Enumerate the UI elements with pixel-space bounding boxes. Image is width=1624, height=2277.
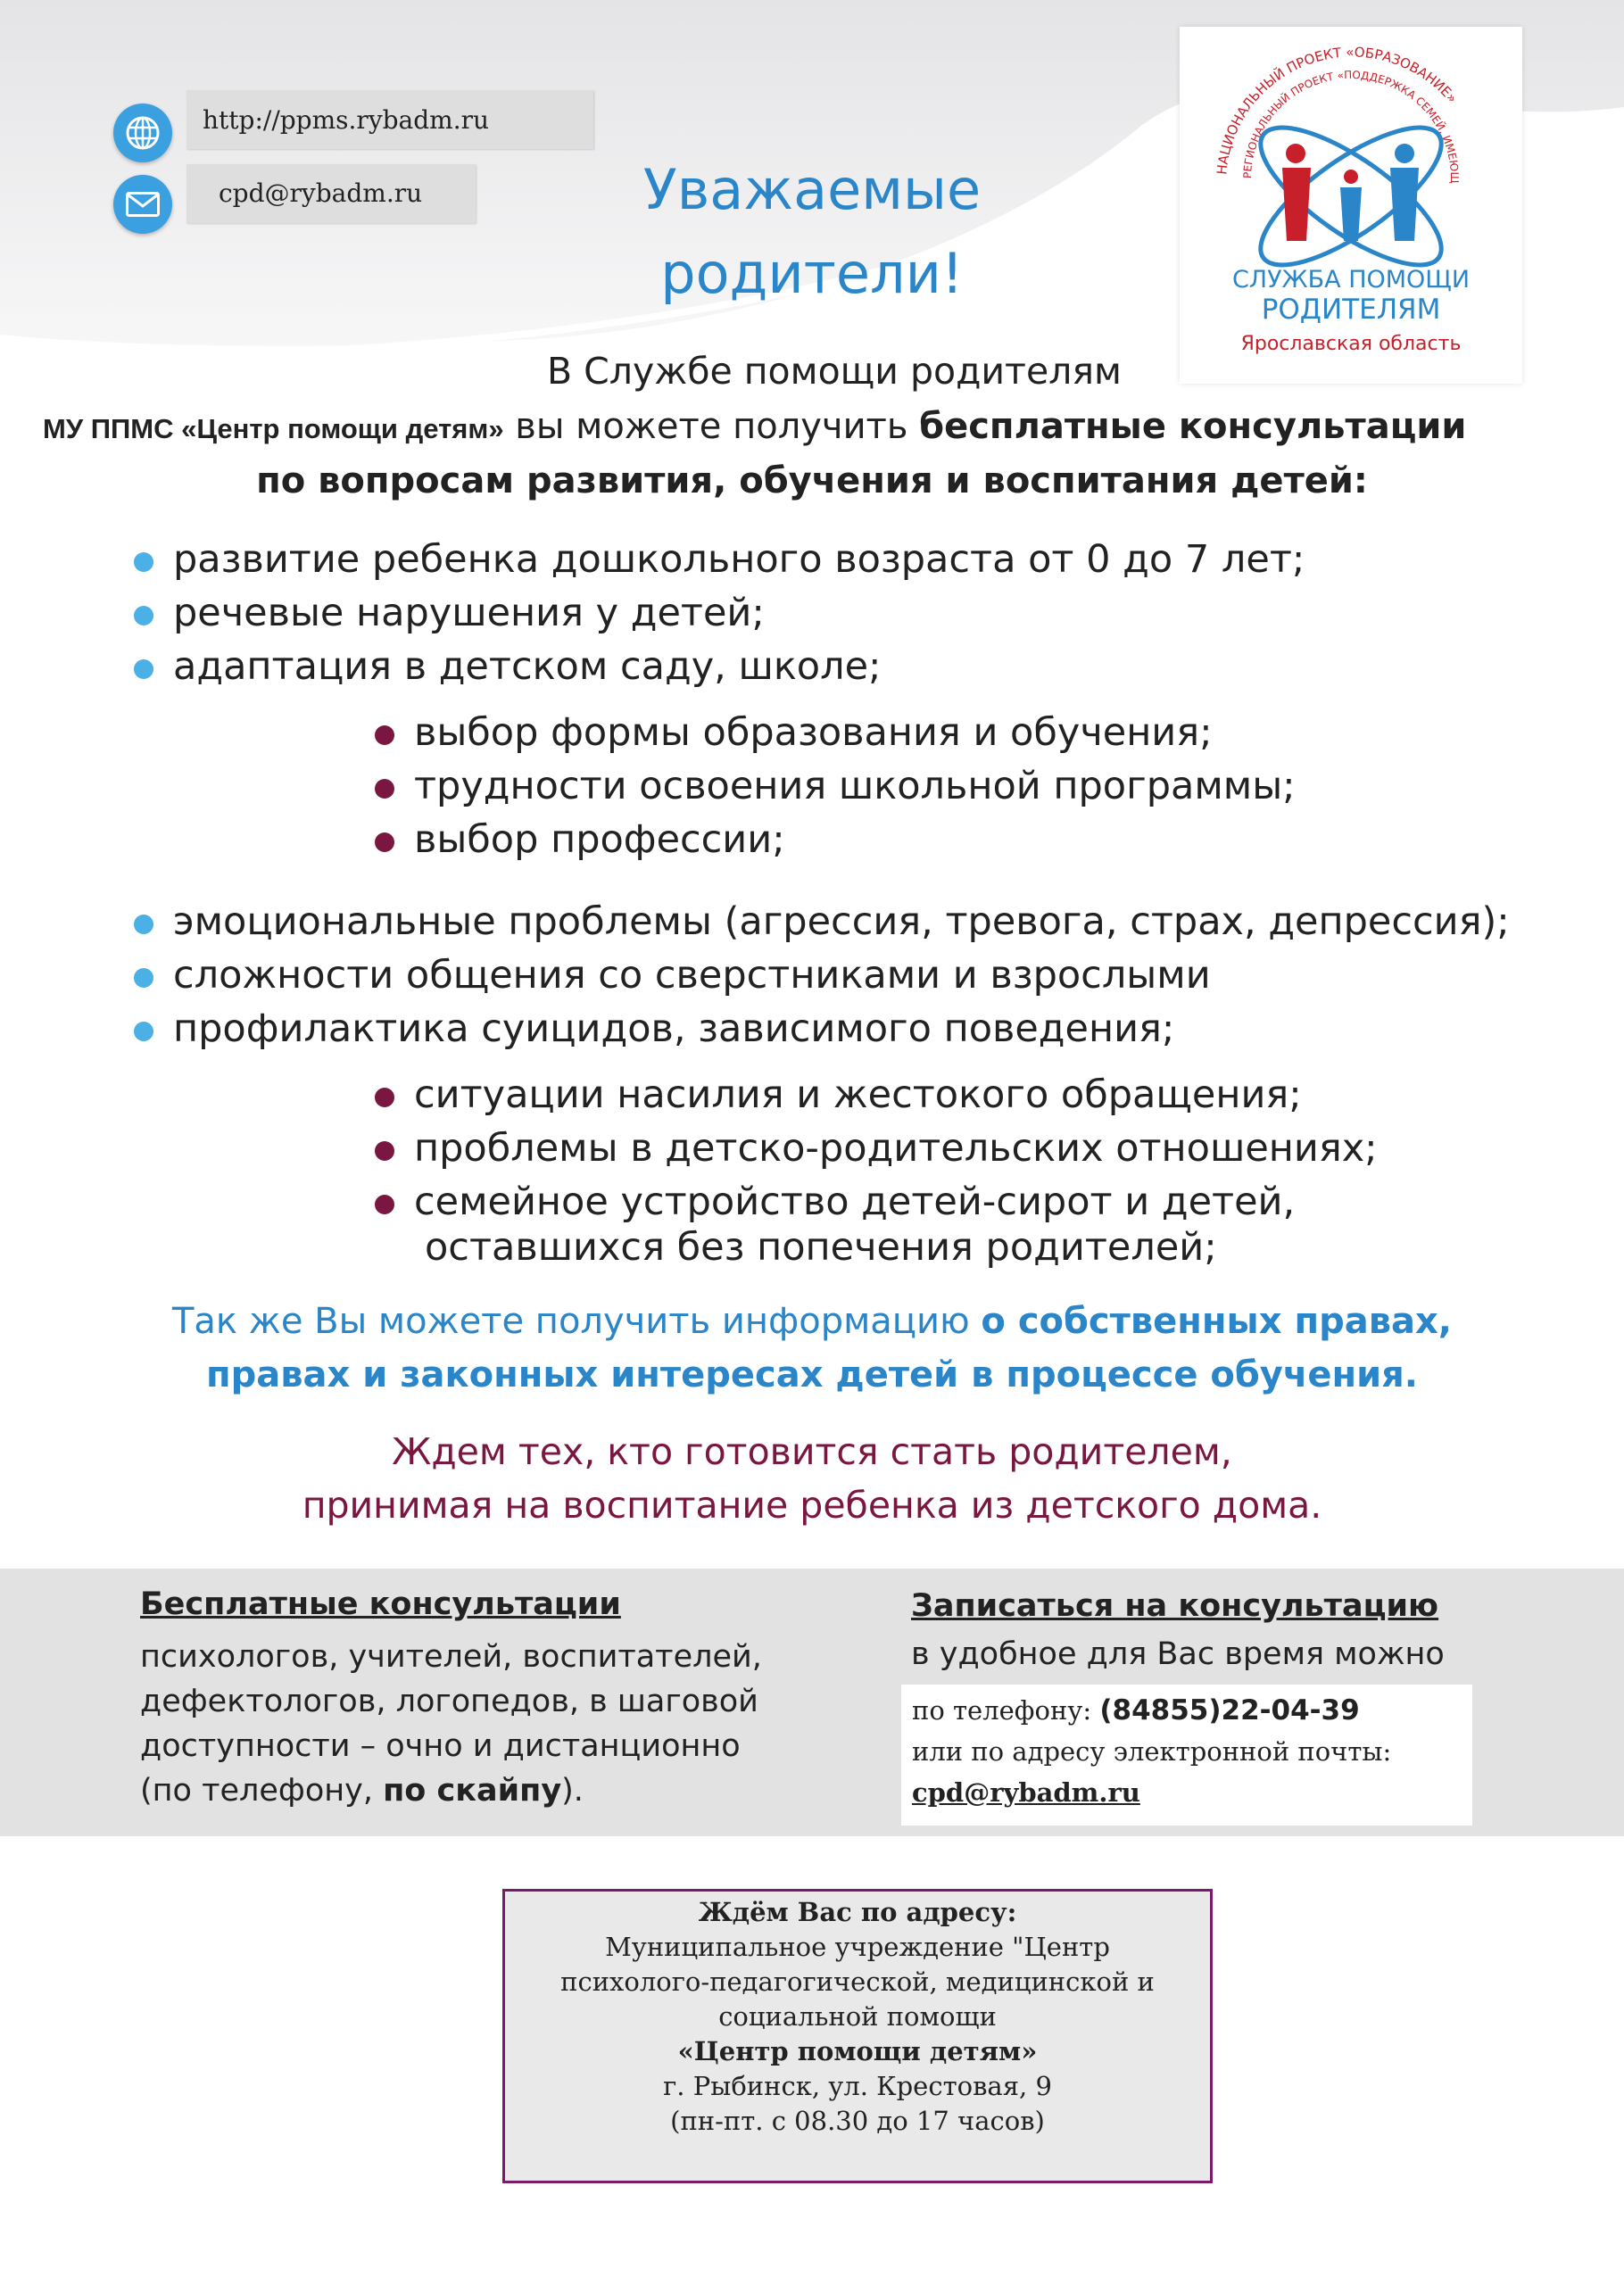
consult-description	[140, 1635, 762, 1813]
globe-icon	[113, 104, 172, 162]
wait-line2: принимая на воспитание ребенка из детского дома.	[302, 1484, 1322, 1527]
list-item: сложности общения со сверстниками и взрослыми	[134, 948, 1510, 1002]
intro-org-name: МУ ППМС «Центр помощи детям»	[43, 413, 504, 444]
topics-list-4	[375, 1068, 1378, 1229]
list-item: адаптация в детском саду, школе;	[134, 640, 1305, 693]
email-link[interactable]: cpd@rybadm.ru	[186, 164, 476, 223]
rights-line2: правах и законных интересах детей в процессе обучения.	[205, 1354, 1418, 1395]
wait-line1: Ждем тех, кто готовится стать родителем,	[392, 1430, 1232, 1473]
logo-line2: РОДИТЕЛЯМ	[1261, 294, 1441, 326]
address-line: Муниципальное учреждение "Центр	[605, 1932, 1110, 1962]
address-box	[502, 1889, 1213, 2183]
website-row	[113, 104, 593, 162]
intro-line2	[43, 406, 1466, 447]
intro-free-consult: бесплатные консультации	[919, 406, 1467, 447]
intro-line1: В Службе помощи родителям	[547, 350, 1122, 393]
list-item: семейное устройство детей-сирот и детей,	[375, 1175, 1378, 1229]
consult-line	[140, 1768, 762, 1813]
list-item: речевые нарушения у детей;	[134, 586, 1305, 640]
phone-number[interactable]: (84855)22-04-39	[1099, 1694, 1360, 1726]
mail-icon	[113, 175, 172, 234]
consult-title: Бесплатные консультации	[140, 1586, 621, 1622]
consult-l4c: ).	[561, 1773, 584, 1809]
list-item: трудности освоения школьной программы;	[375, 759, 1296, 813]
address-street: г. Рыбинск, ул. Крестовая, 9	[663, 2071, 1052, 2101]
topics-list-2	[375, 706, 1296, 866]
logo-line3: Ярославская область	[1240, 333, 1462, 355]
logo-line1: СЛУЖБА ПОМОЩИ	[1231, 266, 1471, 294]
list-item: профилактика суицидов, зависимого поведения;	[134, 1002, 1510, 1056]
consult-l4a: (по телефону,	[140, 1773, 384, 1809]
logo-figures-icon	[1242, 104, 1461, 288]
address-org: «Центр помощи детям»	[677, 2036, 1038, 2066]
topics-list-1	[134, 533, 1305, 693]
consult-skype: по скайпу	[383, 1773, 562, 1809]
intro-mid: вы можете получить	[503, 406, 920, 447]
logo-arc-inner: РЕГИОНАЛЬНЫЙ ПРОЕКТ «ПОДДЕРЖКА СЕМЕЙ, ИМЕЮЩ	[1240, 68, 1462, 184]
logo-arc-outer: НАЦИОНАЛЬНЫЙ ПРОЕКТ «ОБРАЗОВАНИЕ»	[1214, 44, 1461, 176]
email-row	[113, 175, 476, 234]
headline	[571, 148, 1053, 316]
rights-bold: о собственных правах,	[981, 1301, 1453, 1342]
signup-title: Записаться на консультацию	[911, 1588, 1439, 1624]
list-item-continuation: оставшихся без попечения родителей;	[425, 1225, 1217, 1270]
list-item: выбор формы образования и обучения;	[375, 706, 1296, 759]
phone-row	[912, 1690, 1462, 1731]
rights-line1	[134, 1301, 1490, 1342]
consult-line: доступности – очно и дистанционно	[140, 1728, 741, 1764]
address-line: психолого-педагогической, медицинской и	[560, 1966, 1155, 1997]
headline-line2: родители!	[660, 241, 964, 306]
signup-contact-box	[901, 1685, 1472, 1826]
list-item: выбор профессии;	[375, 813, 1296, 866]
address-title: Ждём Вас по адресу:	[698, 1897, 1017, 1927]
list-item: ситуации насилия и жестокого обращения;	[375, 1068, 1378, 1122]
website-link[interactable]: http://ppms.rybadm.ru	[186, 90, 593, 149]
topics-list-3	[134, 895, 1510, 1056]
address-line: социальной помощи	[718, 2001, 997, 2032]
signup-line: в удобное для Вас время можно	[911, 1636, 1445, 1672]
address-hours: (пн-пт. с 08.30 до 17 часов)	[670, 2106, 1045, 2136]
rights-normal: Так же Вы можете получить информацию	[171, 1301, 982, 1342]
email-label: или по адресу электронной почты:	[912, 1736, 1392, 1767]
headline-line1: Уважаемые	[642, 157, 982, 222]
intro-line3: по вопросам развития, обучения и воспитания детей:	[256, 460, 1368, 501]
list-item: проблемы в детско-родительских отношениях;	[375, 1122, 1378, 1175]
phone-label: по телефону:	[912, 1695, 1100, 1726]
list-item: развитие ребенка дошкольного возраста от 0 до 7 лет;	[134, 533, 1305, 586]
list-item: эмоциональные проблемы (агрессия, тревога, страх, депрессия);	[134, 895, 1510, 948]
consult-line: дефектологов, логопедов, в шаговой	[140, 1684, 758, 1719]
signup-email-link[interactable]: cpd@rybadm.ru	[912, 1777, 1140, 1808]
service-logo	[1180, 27, 1522, 384]
consult-line: психологов, учителей, воспитателей,	[140, 1639, 762, 1675]
